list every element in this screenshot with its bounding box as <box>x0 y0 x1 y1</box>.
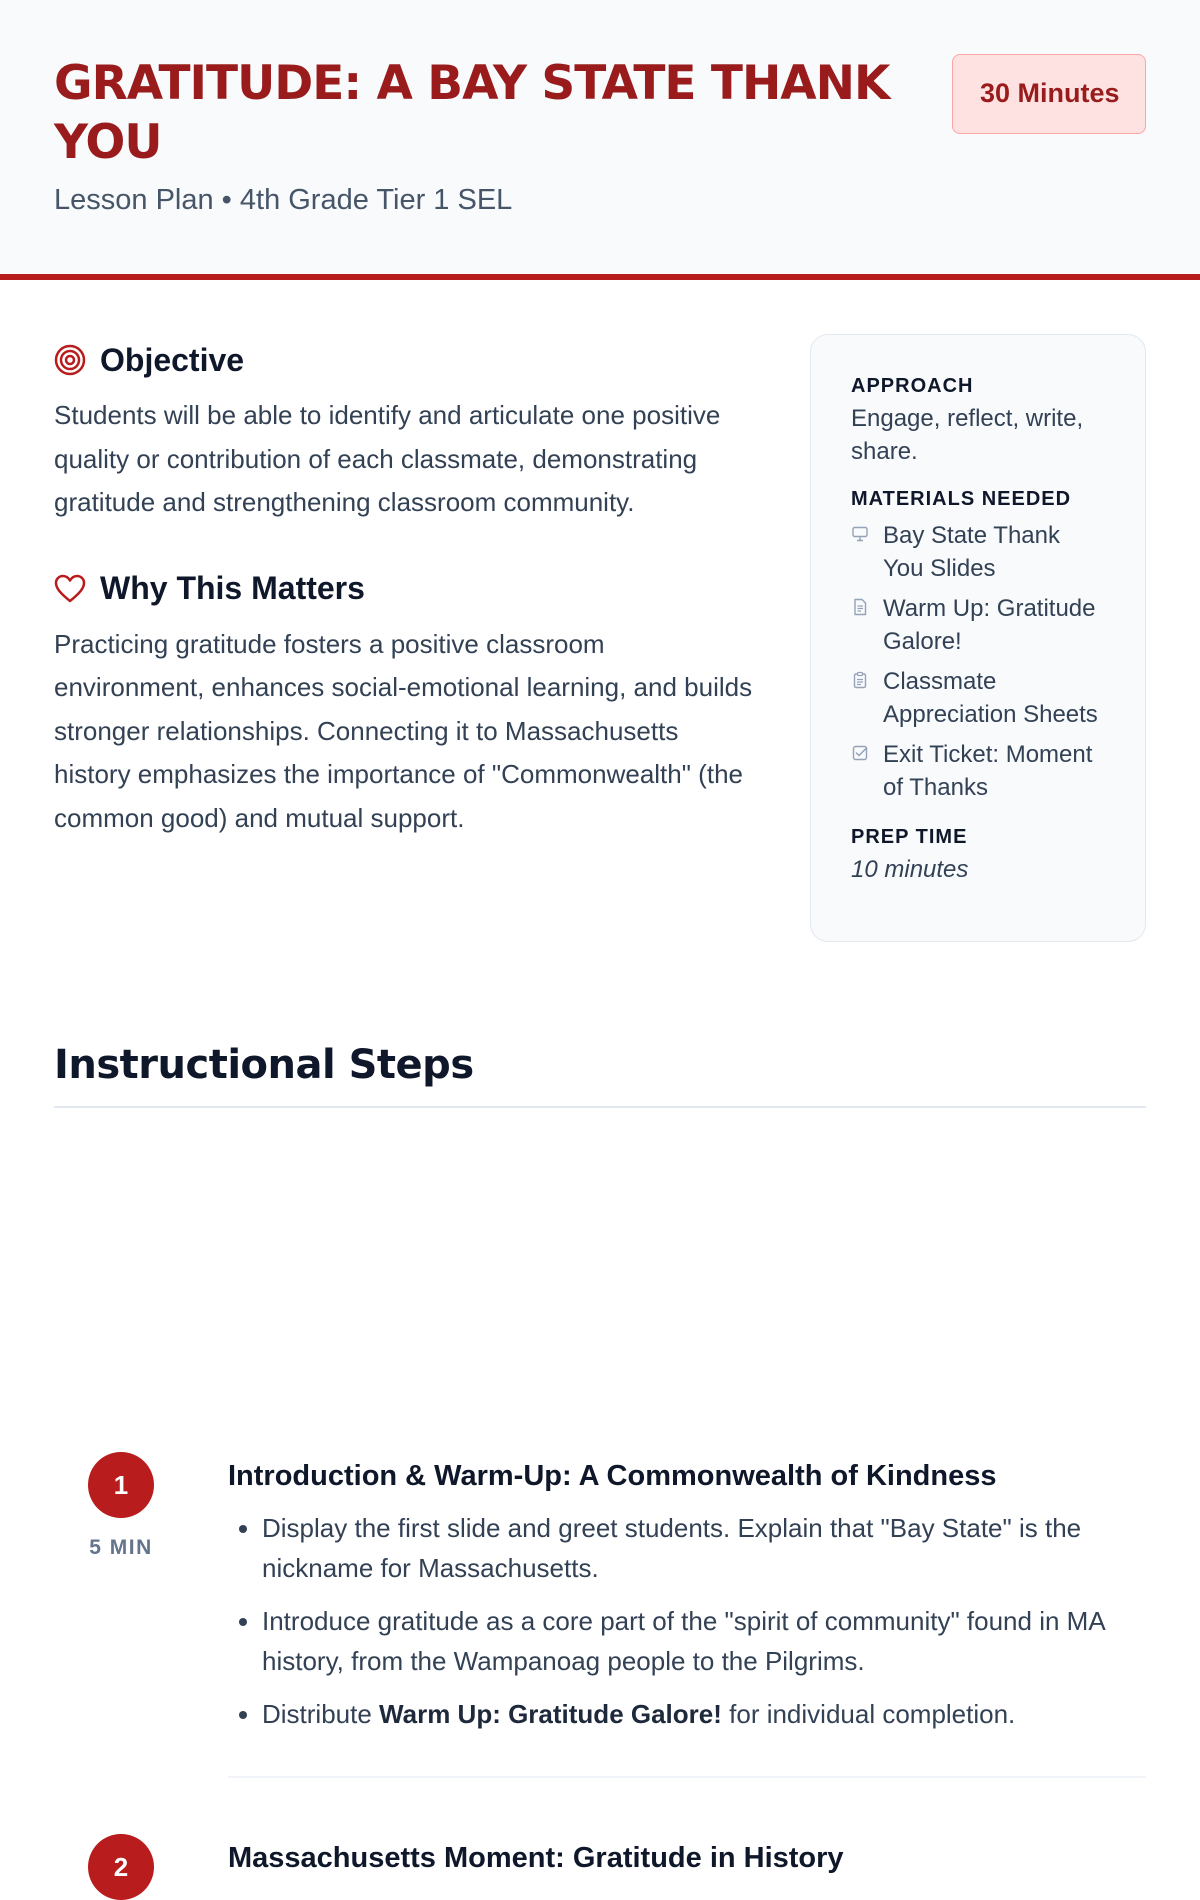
step-bullet: • Introduce gratitude as a core part of the "spirit of community" found in MA history, from the Wampanoag people to the Pilgrims. <box>262 1601 1146 1681</box>
step-number-badge: 1 <box>88 1452 154 1518</box>
step-title: Introduction & Warm-Up: A Commonwealth of Kindness <box>228 1460 997 1492</box>
objective-heading-label: Objective <box>100 341 245 378</box>
step-bullets <box>228 1508 1146 1734</box>
lesson-details-card <box>810 334 1146 942</box>
why-heading <box>54 569 754 609</box>
material-item <box>851 665 1105 731</box>
objective-heading <box>54 340 754 380</box>
instructional-steps-heading: Instructional Steps <box>54 1042 1146 1108</box>
page-subtitle: Lesson Plan • 4th Grade Tier 1 SEL <box>54 184 513 216</box>
presentation-icon <box>851 525 869 543</box>
document-icon <box>851 598 869 616</box>
overview-column <box>54 340 754 840</box>
prep-time-value: 10 minutes <box>851 856 969 883</box>
heart-icon <box>54 573 86 605</box>
material-label: Warm Up: Gratitude Galore! <box>883 595 1096 655</box>
materials-list <box>851 519 1105 804</box>
step-divider <box>228 1776 1146 1778</box>
step-bullet <box>262 1694 1146 1734</box>
material-label: Exit Ticket: Moment of Thanks <box>883 741 1093 801</box>
material-item <box>851 592 1105 658</box>
materials-label: MATERIALS NEEDED <box>851 488 1072 510</box>
approach-text: Engage, reflect, write, share. <box>851 405 1084 465</box>
step-title: Massachusetts Moment: Gratitude in History <box>228 1842 844 1874</box>
step-bullet: • Display the first slide and greet students. Explain that "Bay State" is the nickname for Massachusetts. <box>262 1508 1146 1588</box>
material-label: Bay State Thank You Slides <box>883 522 1060 582</box>
why-text: Practicing gratitude fosters a positive classroom environment, enhances social-emotional learning, and builds stronger relationships. Connecting it to Massachusetts history emphasizes the importance of "Commonwealth" (the common good) and mutual support. <box>54 628 753 833</box>
lesson-header <box>0 0 1200 280</box>
material-item <box>851 738 1105 804</box>
clipboard-icon <box>851 671 869 689</box>
step-duration: 5 MIN <box>89 1536 153 1559</box>
target-icon <box>54 344 86 376</box>
prep-time-label: PREP TIME <box>851 826 968 848</box>
why-heading-label: Why This Matters <box>100 570 365 606</box>
step-number-badge: 2 <box>88 1834 154 1900</box>
page-title: GRATITUDE: A BAY STATE THANK YOU <box>54 56 890 170</box>
warm-up-material-name: Warm Up: Gratitude Galore! <box>379 1699 722 1729</box>
step-marker <box>88 1834 154 1900</box>
step-content <box>228 1834 1146 1878</box>
duration-badge: 30 Minutes <box>952 54 1146 134</box>
approach-label: APPROACH <box>851 375 974 397</box>
material-label: Classmate Appreciation Sheets <box>883 668 1098 728</box>
step-marker <box>88 1452 154 1560</box>
step-content <box>228 1452 1146 1778</box>
bullet-text: Distribute <box>262 1699 380 1729</box>
checkbox-icon <box>851 744 869 762</box>
bullet-text: for individual completion. <box>721 1699 1016 1729</box>
material-item <box>851 519 1105 585</box>
objective-text: Students will be able to identify and articulate one positive quality or contribution of each classmate, demonstrating gratitude and strengthening classroom community. <box>54 400 721 517</box>
